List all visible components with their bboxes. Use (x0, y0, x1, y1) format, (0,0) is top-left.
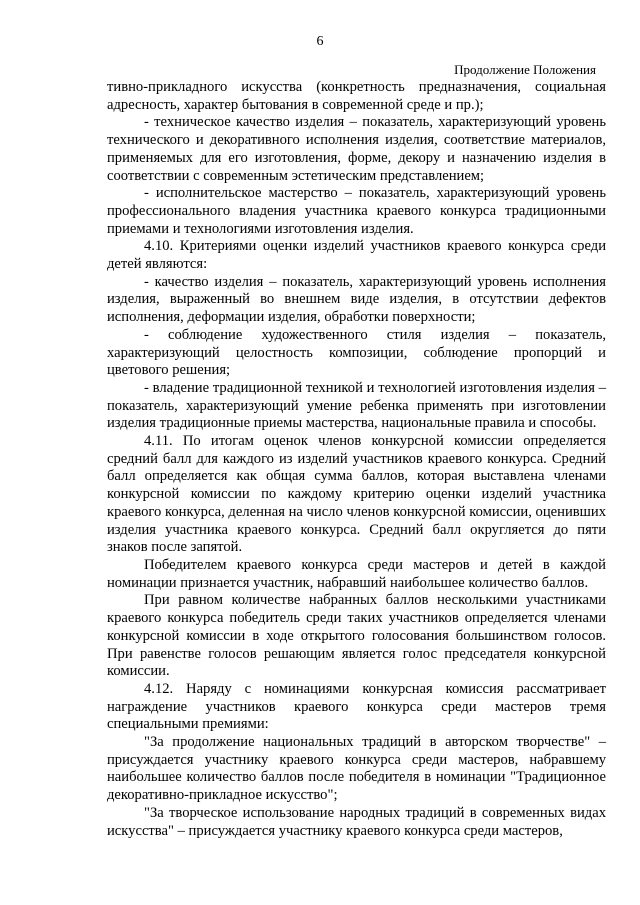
paragraph: - качество изделия – показатель, характеризующий уровень исполнения изделия, выраженный во внешнем виде изделия, в отсутствии дефектов исполнения, деформации изделия, обработки поверхности; (107, 273, 606, 326)
paragraph: 4.10. Критериями оценки изделий участников краевого конкурса среди детей являются: (107, 238, 606, 273)
paragraph: 4.12. Наряду с номинациями конкурсная комиссия рассматривает награждение участников краевого конкурса среди мастеров тремя специальными премиями: (107, 680, 606, 733)
paragraph: - владение традиционной техникой и технологией изготовления изделия – показатель, характеризующий умение ребенка применять при изготовлении изделия традиционные приемы мастерства, национальные правила и способы. (107, 379, 606, 432)
paragraph: 4.11. По итогам оценок членов конкурсной комиссии определяется средний балл для каждого из изделий участников краевого конкурса. Средний балл определяется как общая сумма баллов, которая выставлена членами конкурсной комиссии по каждому критерию оценки изделий участника краевого конкурса, деленная на число членов конкурсной комиссии, оценивших изделия участника краевого конкурса. Средний балл округляется до пяти знаков после запятой. (107, 433, 606, 556)
document-body (107, 79, 606, 840)
paragraph: тивно-прикладного искусства (конкретность предназначения, социальная адресность, характер бытования в современной среде и пр.); (107, 79, 606, 113)
paragraph: При равном количестве набранных баллов несколькими участниками краевого конкурса победитель среди таких участников определяется членами конкурсной комиссии в ходе открытого голосования большинством голосов. При равенстве голосов решающим является голос председателя конкурсной комиссии. (107, 592, 606, 680)
paragraph: Победителем краевого конкурса среди мастеров и детей в каждой номинации признается участник, набравший наибольшее количество баллов. (107, 556, 606, 591)
continuation-label: Продолжение Положения (454, 62, 596, 77)
paragraph: "За продолжение национальных традиций в авторском творчестве" – присуждается участнику краевого конкурса среди мастеров, набравшему наибольшее количество баллов после победителя в номинации "Традиционное декоративно-прикладное искусство"; (107, 734, 606, 804)
paragraph: - исполнительское мастерство – показатель, характеризующий уровень профессионального владения участника краевого конкурса традиционными приемами и технологиями изготовления изделия. (107, 185, 606, 237)
page-number: 6 (316, 34, 324, 49)
paragraph: - техническое качество изделия – показатель, характеризующий уровень технического и декоративного исполнения изделия, соответствие материалов, применяемых для его изготовления, форме, декору и назначению изделия в соответствии с современным эстетическим представлением; (107, 114, 606, 184)
paragraph: "За творческое использование народных традиций в современных видах искусства" – присуждается участнику краевого конкурса среди мастеров, (107, 804, 606, 839)
paragraph: - соблюдение художественного стиля изделия – показатель, характеризующий целостность композиции, соблюдение пропорций и цветового решения; (107, 326, 606, 379)
